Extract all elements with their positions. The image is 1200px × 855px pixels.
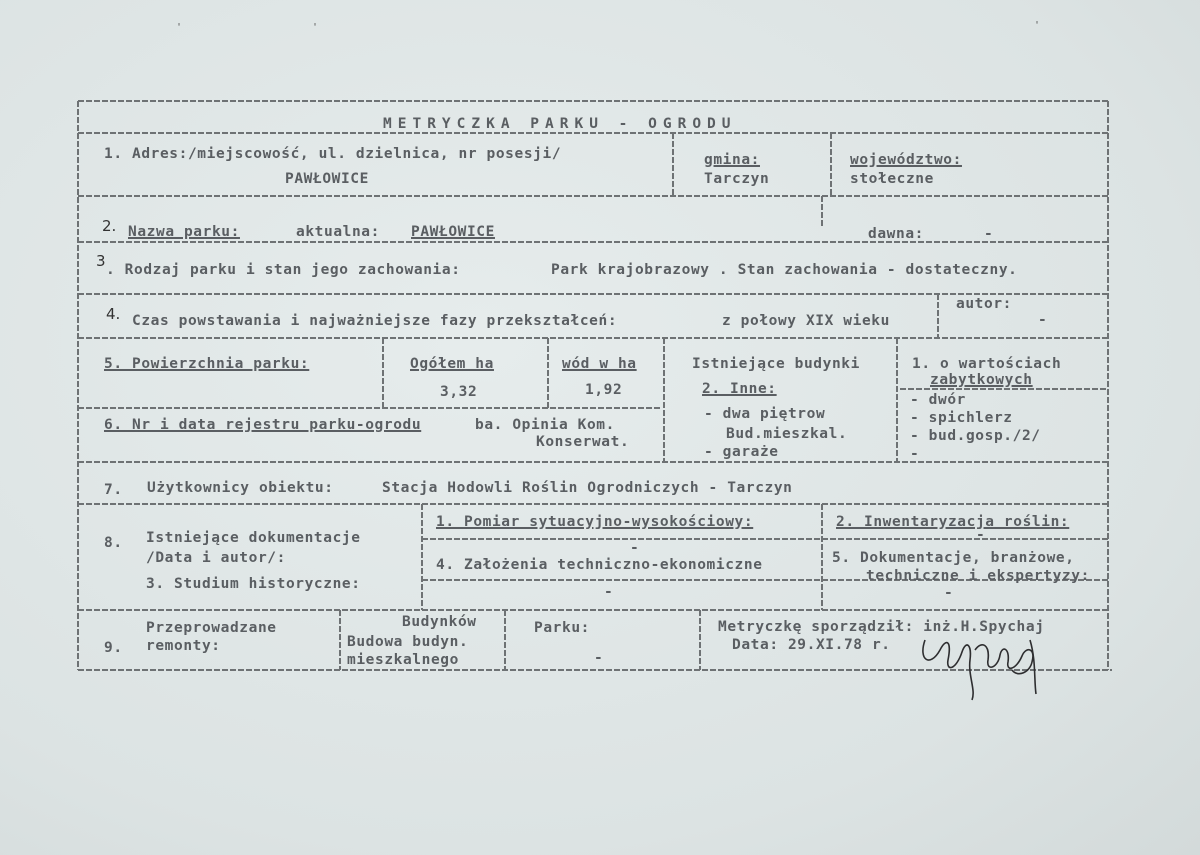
renovations-label-2: remonty: <box>146 638 221 654</box>
current-name-value: PAWŁOWICE <box>411 224 495 240</box>
total-area-label: Ogółem ha <box>410 356 494 372</box>
heritage-item-1: - dwór <box>910 392 966 408</box>
other-building-3: - garaże <box>704 444 779 460</box>
address-value: PAWŁOWICE <box>285 171 369 187</box>
heritage-item-3: - bud.gosp./2/ <box>910 428 1041 444</box>
author-value: - <box>1038 312 1048 328</box>
survey-value: - <box>630 540 640 556</box>
voivodeship-value: stołeczne <box>850 171 934 187</box>
tech-econ-value: - <box>604 584 614 600</box>
creation-period-value: z połowy XIX wieku <box>722 313 890 329</box>
form-title: METRYCZKA PARKU - OGRODU <box>383 116 737 132</box>
buildings-renovation-value-2: mieszkalnego <box>347 652 459 668</box>
prepared-date: Data: 29.XI.78 r. <box>732 637 891 653</box>
users-label: Użytkownicy obiektu: <box>147 480 334 496</box>
buildings-renovation-label: Budynków <box>402 614 477 630</box>
row2-number: 2. <box>102 217 117 235</box>
gmina-label: gmina: <box>704 152 760 168</box>
heritage-item-2: - spichlerz <box>910 410 1013 426</box>
scan-mark: ' <box>1034 20 1041 31</box>
park-name-label: Nazwa parku: <box>128 224 240 240</box>
gmina-value: Tarczyn <box>704 171 770 187</box>
tech-econ-label: 4. Założenia techniczno-ekonomiczne <box>436 557 763 573</box>
scan-mark: ' <box>176 22 183 33</box>
register-value-1: ba. Opinia Kom. <box>475 417 615 433</box>
park-renovation-value: - <box>594 650 604 666</box>
historical-study-label: 3. Studium historyczne: <box>146 576 361 592</box>
tech-docs-label-1: 5. Dokumentacje, branżowe, <box>832 550 1075 566</box>
park-type-value: Park krajobrazowy . Stan zachowania - dostateczny. <box>551 262 1018 278</box>
voivodeship-label: województwo: <box>850 152 962 168</box>
buildings-label: Istniejące budynki <box>692 356 860 372</box>
park-type-label: . Rodzaj parku i stan jego zachowania: <box>106 262 461 278</box>
row8-number: 8. <box>104 535 123 551</box>
docs-label-1: Istniejące dokumentacje <box>146 530 361 546</box>
former-name-label: dawna: <box>868 226 924 242</box>
survey-label: 1. Pomiar sytuacyjno-wysokościowy: <box>436 514 754 530</box>
area-label: 5. Powierzchnia parku: <box>104 356 310 372</box>
renovations-label-1: Przeprowadzane <box>146 620 277 636</box>
register-label-text: 6. Nr i data rejestru parku-ogrodu <box>104 417 422 433</box>
users-value: Stacja Hodowli Roślin Ogrodniczych - Tarczyn <box>382 480 793 496</box>
current-name-label: aktualna: <box>296 224 380 240</box>
tech-docs-label-2: techniczne i ekspertyzy: <box>866 568 1090 584</box>
plant-inventory-value: - <box>976 527 986 543</box>
buildings-renovation-value-1: Budowa budyn. <box>347 634 469 650</box>
heritage-item-4: - <box>910 446 920 462</box>
other-building-2: Bud.mieszkal. <box>726 426 848 442</box>
register-value-2: Konserwat. <box>536 434 630 450</box>
creation-period-label: Czas powstawania i najważniejsze fazy przekształceń: <box>132 313 618 329</box>
prepared-by: Metryczkę sporządził: inż.H.Spychaj <box>718 619 1045 635</box>
row4-number: 4. <box>106 305 121 323</box>
heritage-label-2: zabytkowych <box>930 372 1033 388</box>
scan-mark: ' <box>312 22 319 33</box>
tech-docs-value: - <box>944 585 954 601</box>
heritage-label-1: 1. o wartościach <box>912 356 1062 372</box>
row9-number: 9. <box>104 640 123 656</box>
row7-number: 7. <box>104 482 123 498</box>
docs-label-2: /Data i autor/: <box>146 550 286 566</box>
other-building-1: - dwa piętrow <box>704 406 826 422</box>
former-name-value: - <box>984 226 994 242</box>
total-area-value: 3,32 <box>440 384 478 400</box>
plant-inventory-label: 2. Inwentaryzacja roślin: <box>836 514 1070 530</box>
row3-number: 3 <box>96 252 106 270</box>
author-label: autor: <box>956 296 1012 312</box>
address-label: 1. Adres:/miejscowość, ul. dzielnica, nr posesji/ <box>104 146 562 162</box>
water-area-value: 1,92 <box>585 382 623 398</box>
other-buildings-label: 2. Inne: <box>702 381 777 397</box>
park-renovation-label: Parku: <box>534 620 590 636</box>
water-area-label: wód w ha <box>562 356 637 372</box>
